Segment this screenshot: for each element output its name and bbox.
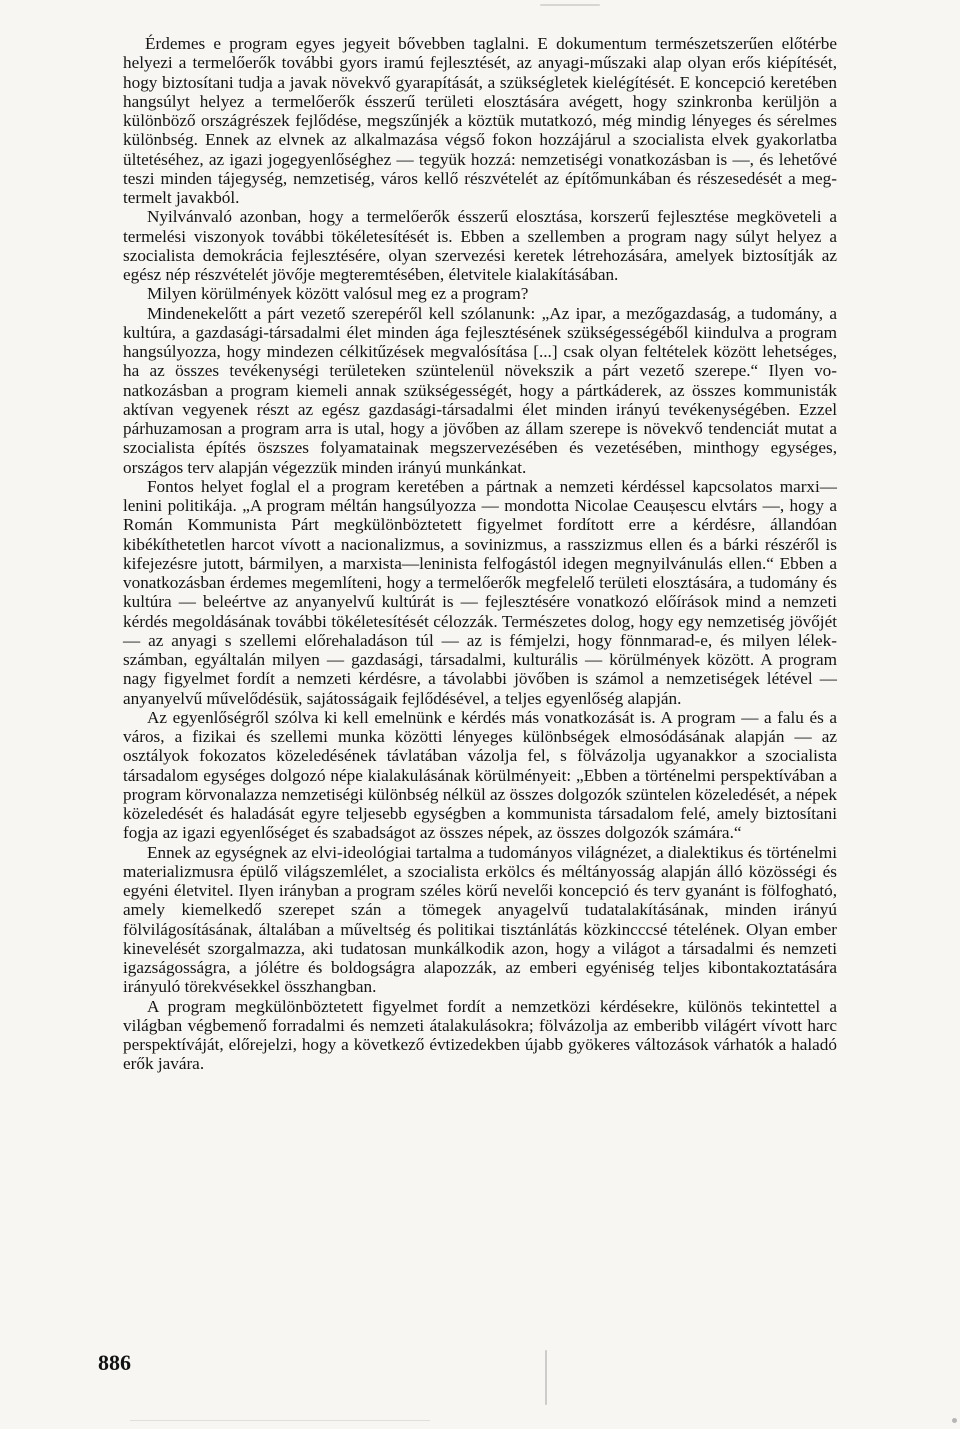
paragraph-1: Érdemes e program egyes jegyeit bővebben taglalni. E dokumentum természetszerűen előtérbe helyezi a termelőerők további gyors iramú fejlesztését, az anyagi-műszaki alap olyan erős kiépítését, hogy biztosítani tudja a javak növekvő gyarapítását, a szükségletek kielégítését. E koncepció keretében hangsúlyt helyez a termelőerők ésszerű területi elosztására avégett, hogy szinkronba kerüljön a különböző országrészek fejlődése, megszűnjék a köztük mutatkozó, még mindig lényeges és sérelmes különbség. Ennek az elvnek az alkalmazása végső fokon hozzájárul a szocialista elvek gyakorlatba ültetéséhez, az igazi jogegyenlőséghez — tegyük hozzá: nemzetiségi vonatkozásban is —, és lehetővé teszi minden tájegység, nemzetiség, város kellő részvételét az építőmunkában és részesedését a megtermelt javakból.	[123, 34, 837, 207]
article-body	[123, 34, 837, 1074]
paragraph-2: Nyilvánvaló azonban, hogy a termelőerők ésszerű elosztása, korszerű fejlesztése megköveteli a termelési viszonyok további tökéletesítését is. Ebben a szellemben a program nagy súlyt helyez a szocialista demokrácia fejlesztésére, olyan szervezési keretek létrehozására, amelyek biztosítják az egész nép részvételét jövője megteremtésében, életvitele kialakításában.	[123, 207, 837, 284]
paragraph-5: Fontos helyet foglal el a program keretében a pártnak a nemzeti kérdéssel kapcsolatos marxi—lenini politikája. „A program méltán hangsúlyozza — mondotta Nicolae Ceaușescu elvtárs —, hogy a Román Kommunista Párt megkülönböztetett figyelmet fordított erre a kérdésre, állandóan kibékíthetetlen harcot vívott a nacionalizmus, a sovinizmus, a rasszizmus ellen és a bárki részéről is kifejezésre jutott, bármilyen, a marxista—leninista felfogástól idegen megnyilvánulás ellen.“ Ebben a vonatkozásban érdemes megemlíteni, hogy a termelőerők megfelelő területi elosztására, a tudomány és kultúra — beleértve az anyanyelvű kultúrát is — fejlesztésére vonatkozó előírások mind a nemzeti kérdés megoldásának további tökéletesítését célozzák. Természetes dolog, hogy egy nemzetiség jövőjét — az anyagi s szellemi előrehaladáson túl — az is fémjelzi, hogy fönnmarad-e, és milyen lélekszámban, egyáltalán milyen — gazdasági, társadalmi, kulturális — körülmények között. A program nagy figyelmet fordít a nemzeti kérdésre, a távolabbi jövőben is számol a nemzetiségek létével — anyanyelvű művelődésük, sajátosságaik fejlődésével, a teljes egyenlőség alapján.	[123, 476, 837, 708]
page-number: 886	[98, 1350, 131, 1375]
paragraph-4: Mindenekelőtt a párt vezető szerepéről kell szólanunk: „Az ipar, a mezőgazdaság, a tudomány, a kultúra, a gazdasági-társadalmi élet minden ága fejlesztésének szükségességéből kiindulva a program hangsúlyozza, hogy mindezen célkitűzések megvalósítása [...] csak olyan feltételek között lehetséges, ha az összes tevékenységi területeken szüntelenül növekszik a párt vezető szerepe.“ Ilyen vonatkozásban a program kiemeli annak szükségességét, hogy a pártkáderek, az összes kommunisták aktívan vegyenek részt az egész gazdasági-társadalmi élet minden irányú tevékenységében. Ezzel párhuzamosan a program arra is utal, hogy a jövőben az állam szerepe is növekvő tendenciát mutat a szocialista építés öszszes folyamatainak megszervezésében és vezetésében, minthogy egységes, országos terv alapján végezzük minden irányú munkánkat.	[123, 303, 837, 477]
scan-speck	[545, 1350, 547, 1405]
scan-speck	[540, 4, 600, 6]
paragraph-3: Milyen körülmények között valósul meg ez a program?	[147, 284, 529, 304]
paragraph-7: Ennek az egységnek az elvi-ideológiai tartalma a tudományos világnézet, a dialektikus és történelmi materializmusra épülő világszemlélet, a szocialista erkölcs és méltányosság alapján álló közösségi és egyéni életvitel. Ilyen irányban a program széles körű nevelői koncepció és terv gyanánt is fölfogható, amely kiemelkedő szerepet szán a tömegek anyagelvű tudatalakításának, minden irányú fölvilágosításának, általában a műveltség és politikai tisztánlátás közkincccsé tételének. Olyan ember kinevelését szorgalmazza, aki tudatosan munkálkodik azon, hogy a világot a társadalmi és nemzeti igazságosságra, a jólétre és boldogságra alapozzák, az emberi egyéniség teljes kibontakoztatására irányuló törekvésekkel összhangban.	[123, 842, 837, 997]
paragraph-8: A program megkülönböztetett figyelmet fordít a nemzetközi kérdésekre, különös tekintettel a világban végbemenő forradalmi és nemzeti átalakulásokra; fölvázolja az emberibb világért vívott harc perspektíváját, előrejelzi, hogy a következő évtizedekben újabb gyökeres változások várhatók a haladó erők javára.	[123, 996, 837, 1074]
paragraph-6: Az egyenlőségről szólva ki kell emelnünk e kérdés más vonatkozását is. A program — a falu és a város, a fizikai és szellemi munka közötti lényeges különbségek elmosódásának alapján — az osztályok fokozatos közeledésének távlatában vázolja fel, s fölvázolja ugyanakkor a szocialista társadalom egységes dolgozó népe kialakulásának körülményeit: „Ebben a történelmi perspektívában a program körvonalazza nemzetiségi különbség nélkül az összes dolgozók szüntelen közeledését, a népek közeledését és haladását egyre teljesebb egységben a kommunista társadalom felé, amely biztosítani fogja az igazi egyenlőséget és szabadságot az összes népek, az összes dolgozók számára.“	[123, 707, 837, 843]
scan-speck	[952, 1418, 957, 1423]
scan-speck	[130, 1420, 430, 1421]
